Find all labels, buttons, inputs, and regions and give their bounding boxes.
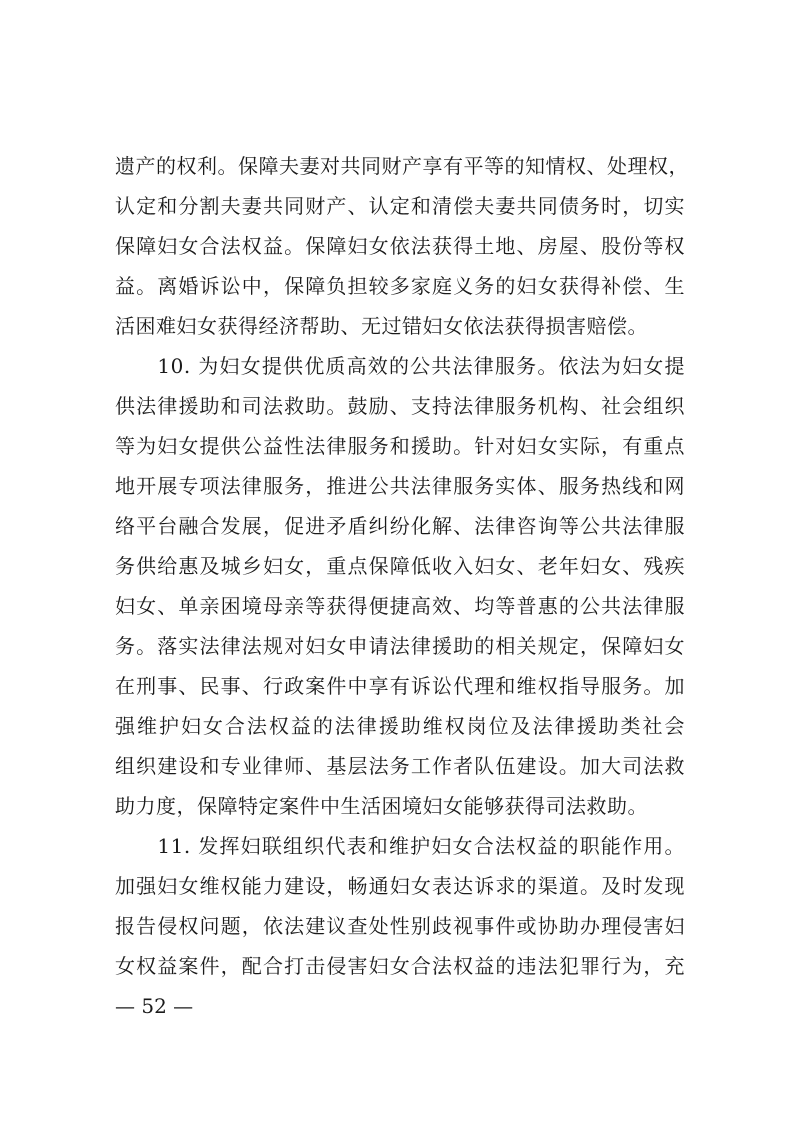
- text-line: 等为妇女提供公益性法律服务和援助。针对妇女实际，有重点: [115, 434, 685, 458]
- text-line: 认定和分割夫妻共同财产、认定和清偿夫妻共同债务时，切实: [115, 194, 685, 218]
- text-line: 益。离婚诉讼中，保障负担较多家庭义务的妇女获得补偿、生: [115, 274, 685, 298]
- text-line: 助力度，保障特定案件中生活困境妇女能够获得司法救助。: [115, 794, 648, 818]
- section-11-heading-line: 11. 发挥妇联组织代表和维护妇女合法权益的职能作用。: [115, 834, 685, 858]
- body-text: [115, 146, 689, 986]
- text-line: 在刑事、民事、行政案件中享有诉讼代理和维权指导服务。加: [115, 674, 685, 698]
- text-line: 地开展专项法律服务，推进公共法律服务实体、服务热线和网: [115, 474, 685, 498]
- text-line: 组织建设和专业律师、基层法务工作者队伍建设。加大司法救: [115, 754, 685, 778]
- text-line: 活困难妇女获得经济帮助、无过错妇女依法获得损害赔偿。: [115, 314, 648, 338]
- text-line: 妇女、单亲困境母亲等获得便捷高效、均等普惠的公共法律服: [115, 594, 685, 618]
- text-line: 强维护妇女合法权益的法律援助维权岗位及法律援助类社会: [115, 714, 685, 738]
- page-number: — 52 —: [115, 994, 194, 1018]
- text-line: 报告侵权问题，依法建议查处性别歧视事件或协助办理侵害妇: [115, 914, 685, 938]
- text-line: 供法律援助和司法救助。鼓励、支持法律服务机构、社会组织: [115, 394, 685, 418]
- text-line: 务供给惠及城乡妇女，重点保障低收入妇女、老年妇女、残疾: [115, 554, 685, 578]
- text-line: 遗产的权利。保障夫妻对共同财产享有平等的知情权、处理权，: [115, 154, 689, 178]
- section-10-heading-line: 10. 为妇女提供优质高效的公共法律服务。依法为妇女提: [115, 354, 685, 378]
- text-line: 务。落实法律法规对妇女申请法律援助的相关规定，保障妇女: [115, 634, 685, 658]
- text-line: 保障妇女合法权益。保障妇女依法获得土地、房屋、股份等权: [115, 234, 685, 258]
- text-line: 络平台融合发展，促进矛盾纠纷化解、法律咨询等公共法律服: [115, 514, 685, 538]
- text-line: 加强妇女维权能力建设，畅通妇女表达诉求的渠道。及时发现: [115, 874, 685, 898]
- text-line: 女权益案件，配合打击侵害妇女合法权益的违法犯罪行为，充: [115, 954, 685, 978]
